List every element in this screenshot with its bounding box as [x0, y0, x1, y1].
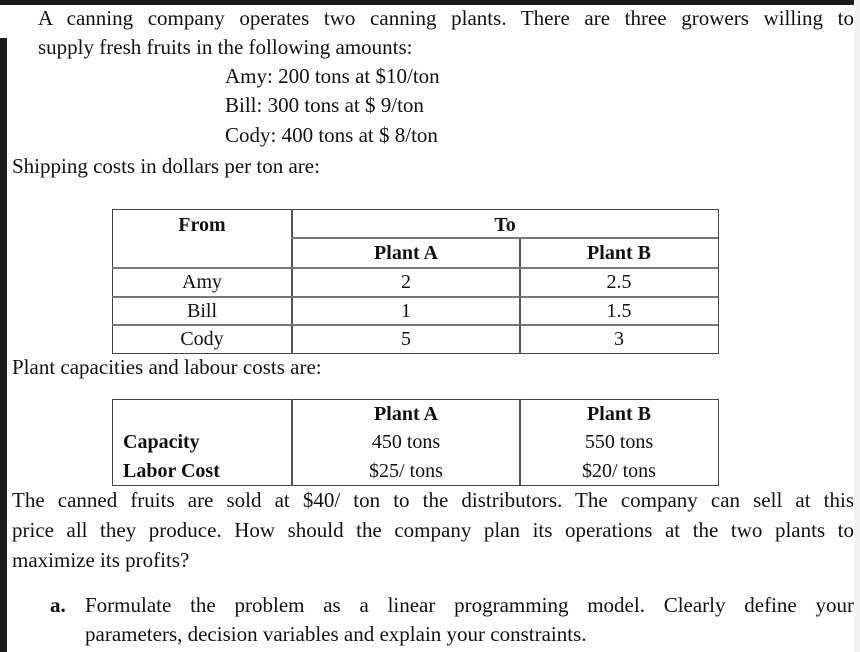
shipping-intro: Shipping costs in dollars per ton are:: [12, 154, 320, 178]
intro-line-1: A canning company operates two canning plants. There are three growers willing to: [38, 6, 854, 30]
closing-line-2: price all they produce. How should the company plan its operations at the two plants to: [12, 518, 854, 542]
capacity-row-label: Capacity: [123, 431, 200, 453]
capacities-intro: Plant capacities and labour costs are:: [12, 355, 322, 379]
shipping-row-from: Amy: [182, 271, 222, 293]
shipping-row-a: 2: [401, 271, 411, 293]
shipping-plant-b-header: Plant B: [587, 242, 651, 264]
question-marker: a.: [50, 593, 66, 617]
labor-cost-row-a: $25/ tons: [369, 460, 443, 482]
grower-bill: Bill: 300 tons at $ 9/ton: [225, 93, 424, 117]
shipping-plant-a-header: Plant A: [374, 242, 438, 264]
capacity-plant-b-header: Plant B: [587, 403, 651, 425]
shipping-row-a: 5: [401, 328, 411, 350]
shipping-row-from: Cody: [180, 328, 224, 350]
question-line-1: Formulate the problem as a linear programming model. Clearly define your: [85, 593, 854, 617]
grower-amy: Amy: 200 tons at $10/ton: [225, 64, 440, 88]
closing-line-3: maximize its profits?: [12, 548, 190, 572]
right-edge: [854, 0, 860, 652]
capacity-row-a: 450 tons: [371, 431, 441, 453]
capacity-plant-a-header: Plant A: [374, 403, 438, 425]
labor-cost-row-b: $20/ tons: [582, 460, 656, 482]
from-header: From: [178, 214, 226, 236]
shipping-row-b: 1.5: [606, 300, 632, 322]
question-line-2: parameters, decision variables and explain your constraints.: [85, 622, 587, 646]
shipping-row-b: 2.5: [606, 271, 632, 293]
to-header: To: [494, 214, 516, 236]
intro-line-2: supply fresh fruits in the following amounts:: [38, 35, 413, 59]
shipping-row-a: 1: [401, 300, 411, 322]
labor-cost-row-label: Labor Cost: [123, 460, 220, 482]
left-border: [0, 38, 7, 652]
shipping-row-from: Bill: [186, 300, 217, 322]
closing-line-1: The canned fruits are sold at $40/ ton to the distributors. The company can sell at this: [12, 488, 854, 512]
capacity-row-b: 550 tons: [584, 431, 654, 453]
grower-cody: Cody: 400 tons at $ 8/ton: [225, 123, 438, 147]
shipping-row-b: 3: [614, 328, 624, 350]
